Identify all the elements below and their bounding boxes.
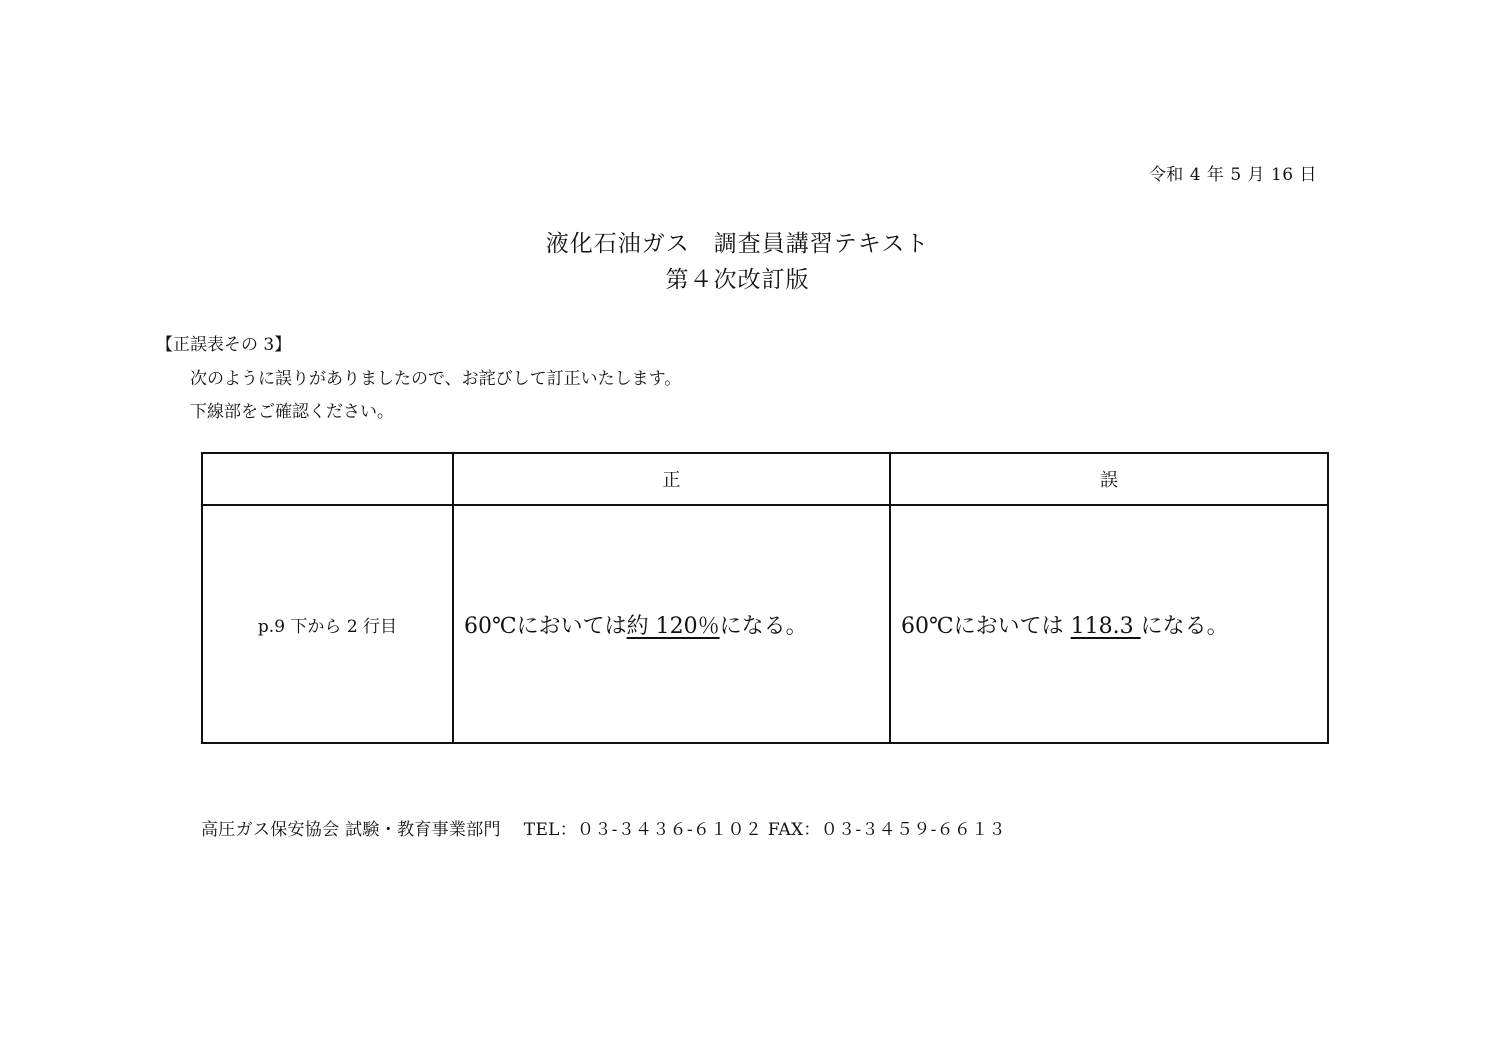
document-title [0,226,1475,298]
correct-text-after: になる。 [719,613,808,639]
wrong-text-after: になる。 [1140,613,1229,639]
document-date: 令和 4 年 5 月 16 日 [1148,165,1317,185]
section-heading: 【正誤表その 3】 [156,335,292,355]
correct-text-cell [453,505,890,743]
table-row [202,505,1328,743]
header-correct: 正 [453,453,890,505]
row-location: p.9 下から 2 行目 [202,505,453,743]
wrong-text-before: 60℃においては [901,613,1071,639]
contact-footer: 高圧ガス保安協会 試験・教育事業部門 TEL：０３-３４３６-６１０２ FAX：０３-３４５９-６６１３ [201,820,1006,840]
table-header-row [202,453,1328,505]
header-location [202,453,453,505]
wrong-text-cell [890,505,1328,743]
title-line-1: 液化石油ガス 調査員講習テキスト [545,231,930,257]
correct-text-underlined: 約 120％ [626,613,720,639]
correct-text-before: 60℃においては [464,613,627,639]
intro-line-1: 次のように誤りがありましたので、お詫びして訂正いたします。 [190,369,682,389]
wrong-text-underlined: 118.3 [1070,613,1141,639]
errata-table [201,452,1329,744]
header-wrong: 誤 [890,453,1328,505]
intro-line-2: 下線部をご確認ください。 [190,402,394,422]
title-line-2: 第４次改訂版 [665,267,810,293]
